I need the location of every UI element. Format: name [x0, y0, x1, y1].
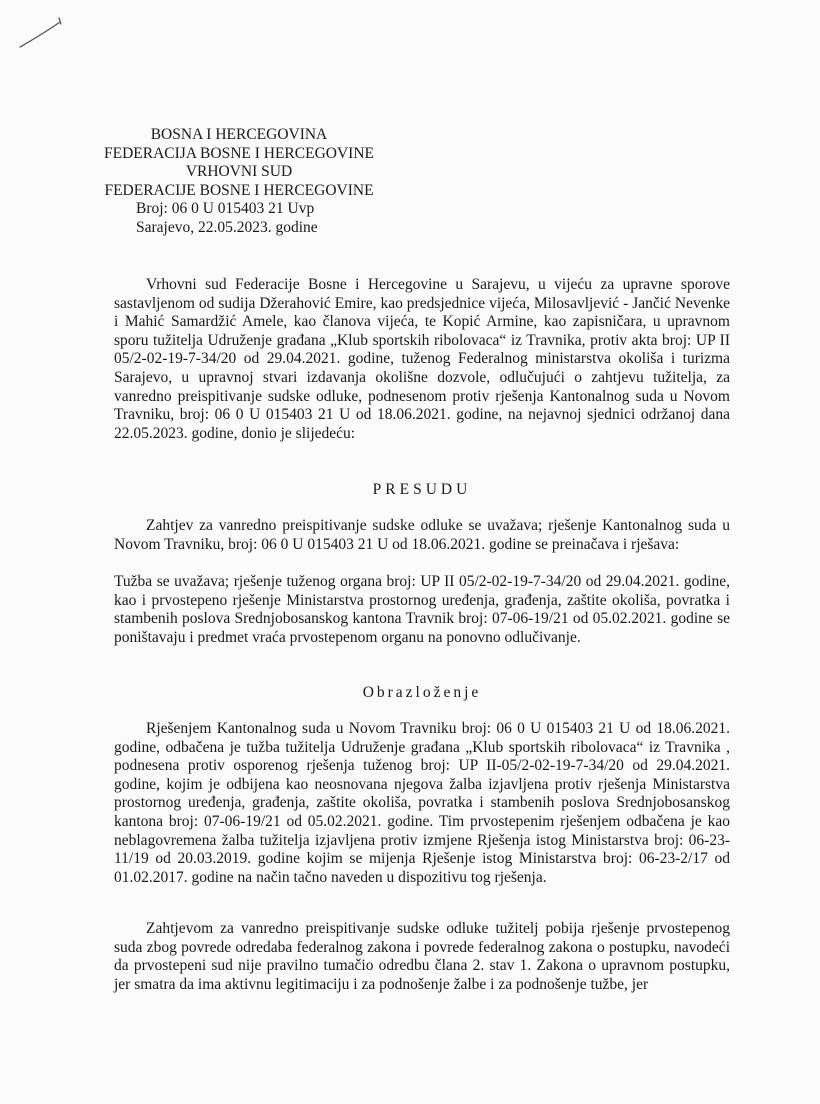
verdict-paragraph-1: Zahtjev za vanredno preispitivanje sudske odluke se uvažava; rješenje Kantonalnog suda u Novom Travniku, broj: 06 0 U 015403 21 U od 18.06.2021. godine se preinačava i rješava:	[114, 517, 730, 553]
pen-mark-icon	[18, 14, 64, 50]
verdict-title: PRESUDU	[372, 481, 472, 498]
header-federation: FEDERACIJA BOSNE I HERCEGOVINE	[104, 144, 374, 162]
header-court: VRHOVNI SUD	[185, 163, 293, 181]
place-date: Sarajevo, 22.05.2023. godine	[136, 218, 318, 236]
reasoning-title: Obrazloženje	[362, 684, 482, 701]
intro-paragraph: Vrhovni sud Federacije Bosne i Hercegovine u Sarajevu, u vijeću za upravne sporove sastavljenom od sudija Džerahović Emire, kao predsjednice vijeća, Milosavljević - Jančić Nevenke i Mahić Samardžić Amele, kao članova vijeća, te Kopić Armine, kao zapisničara, u upravnom sporu tužitelja Udruženje građana „Klub sportskih ribolovaca“ iz Travnika, protiv akta broj: UP II 05/2-02-19-7-34/20 od 29.04.2021. godine, tuženog Federalnog ministarstva okoliša i turizma Sarajevo, u upravnoj stvari izdavanja okolišne dozvole, odlučujući o zahtjevu tužitelja, za vanredno preispitivanje sudske odluke, podnesenom protiv rješenja Kantonalnog suda u Novom Travniku, broj: 06 0 U 015403 21 U od 18.06.2021. godine, na nejavnoj sjednici održanoj dana 22.05.2023. godine, donio je slijedeću:	[114, 276, 730, 442]
case-number: Broj: 06 0 U 015403 21 Uvp	[136, 200, 315, 218]
reasoning-paragraph-2: Zahtjevom za vanredno preispitivanje sudske odluke tužitelj pobija rješenje prvostepenog suda zbog povrede odredaba federalnog zakona i povrede federalnog zakona o postupku, navodeći da prvostepeni sud nije pravilno tumačio odredbu člana 2. stav 1. Zakona o upravnom postupku, jer smatra da ima aktivnu legitimaciju i za podnošenje žalbe i za podnošenje tužbe, jer	[114, 920, 730, 993]
verdict-paragraph-2: Tužba se uvažava; rješenje tuženog organa broj: UP II 05/2-02-19-7-34/20 od 29.04.2021. godine, kao i prvostepeno rješenje Ministarstva prostornog uređenja, građenja, zaštite okoliša, povratka i stambenih poslova Srednjobosanskog kantona Travnik broj: 07-06-19/21 od 05.02.2021. godine se poništavaju i predmet vraća prvostepenom organu na ponovno odlučivanje.	[114, 573, 730, 646]
reasoning-paragraph-1: Rješenjem Kantonalnog suda u Novom Travniku broj: 06 0 U 015403 21 U od 18.06.2021. godine, odbačena je tužba tužitelja Udruženje građana „Klub sportskih ribolovaca“ iz Travnika , podnesena protiv osporenog rješenja tuženog broj: UP II-05/2-02-19-7-34/20 od 29.04.2021. godine, kojim je odbijena kao neosnovana njegova žalba izjavljena protiv rješenja Ministarstva prostornog uređenja, građenja, zaštite okoliša, povratka i stambenih poslova Srednjobosanskog kantona broj: 07-06-19/21 od 05.02.2021. godine. Tim prvostepenim rješenjem odbačena je kao neblagovremena žalba tužitelja izjavljena protiv izmjene Rješenja istog Ministarstva broj: 06-23-11/19 od 20.03.2019. godine kojim se mijenja Rješenje istog Ministarstva broj: 06-23-2/17 od 01.02.2017. godine na način tačno naveden u dispozitivu tog rješenja.	[114, 720, 730, 886]
header-court-federation: FEDERACIJE BOSNE I HERCEGOVINE	[104, 181, 374, 199]
court-header	[94, 126, 384, 238]
header-country: BOSNA I HERCEGOVINA	[150, 126, 328, 143]
